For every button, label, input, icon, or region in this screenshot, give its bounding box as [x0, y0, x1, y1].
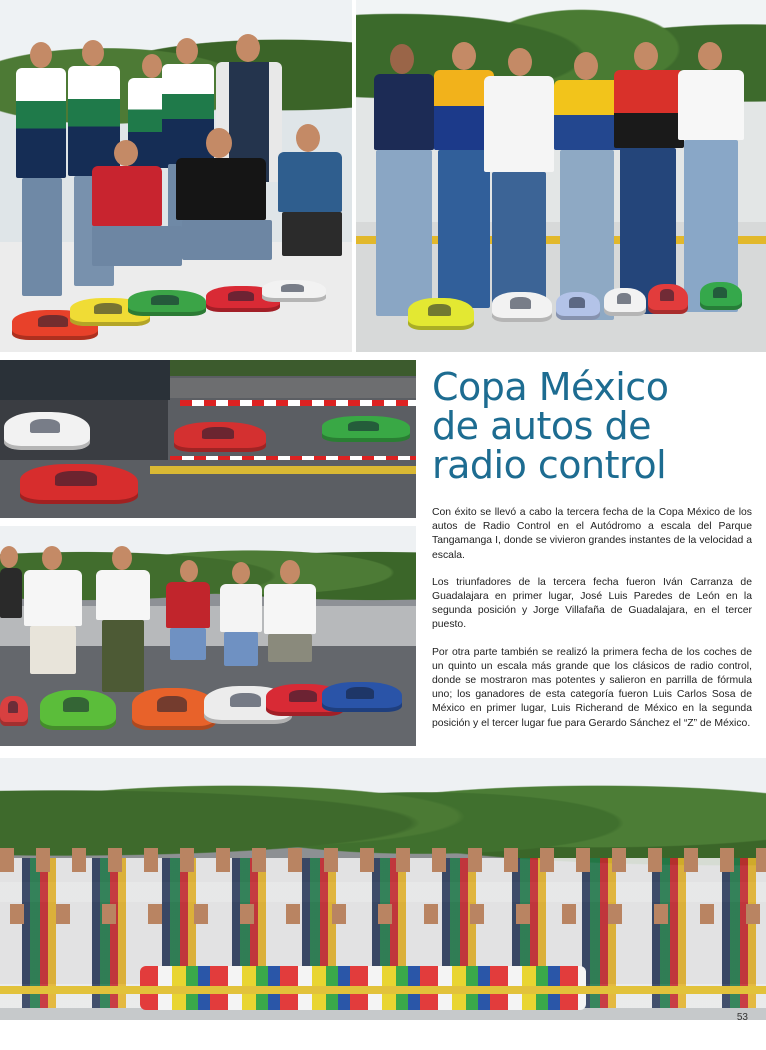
photo-all-participants-group [0, 758, 766, 1020]
article-paragraph: Por otra parte también se realizó la primera fecha de los coches de un quinto un escala más grande que los clásicos de radio control, donde se mostraron mas potentes y salieron en parrilla de fórmula uno; los ganadores de esta categoría fueron Luis Carlos Sosa de México en primer lugar, Luis Richerand de México en la segunda posición y el tercer lugar fue para Gerardo Sánchez el “Z” de México. [432, 646, 752, 729]
article-paragraph: Con éxito se llevó a cabo la tercera fecha de la Copa México de los autos de Radio Control en el Autódromo a escala del Parque Tangamanga I, donde se vivieron grandes instantes de la velocidad a escala. [432, 507, 752, 561]
article-body [432, 506, 752, 744]
article-headline [432, 365, 752, 487]
headline-line-1: Copa México [432, 365, 669, 409]
photo-drivers-on-track [0, 526, 416, 746]
headline-line-2: de autos de [432, 404, 651, 448]
photo-track-racing [0, 360, 416, 518]
article-paragraph: Los triunfadores de la tercera fecha fueron Iván Carranza de Guadalajara en primer lugar, José Luis Paredes de León en la segunda posición y Jorge Villafaña de Guadalajara, en el tercer puesto. [432, 576, 752, 631]
headline-line-3: radio control [432, 443, 667, 487]
photo-team-group-top-left [0, 0, 352, 352]
photo-team-group-top-right [356, 0, 766, 352]
page-number: 53 [736, 1012, 748, 1023]
